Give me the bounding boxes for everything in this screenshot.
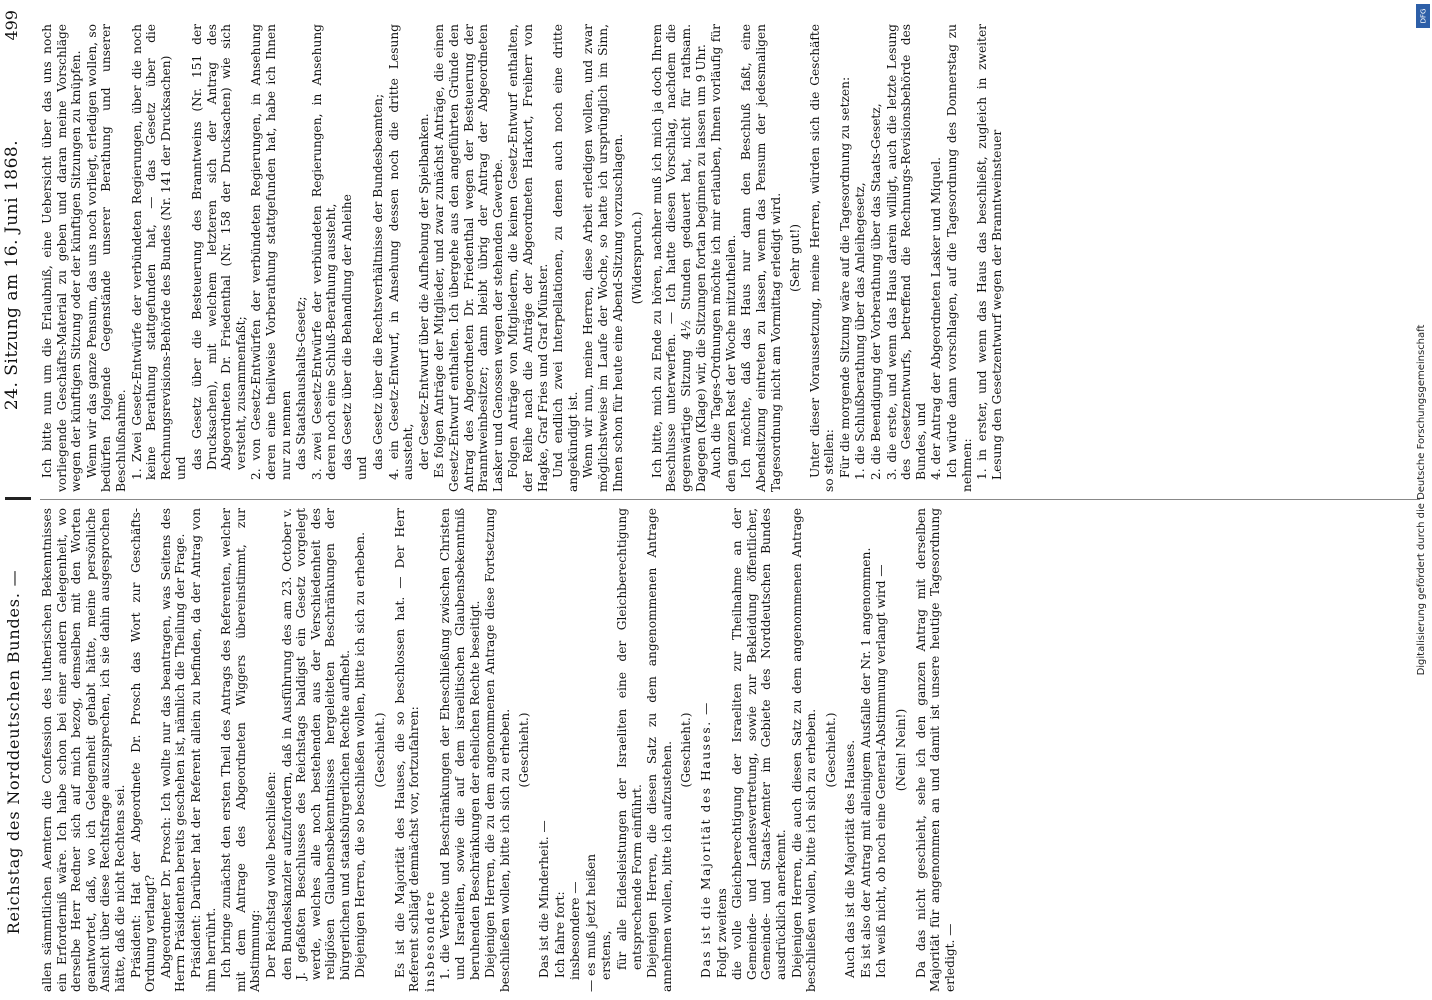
list-item: 2. von Gesetz-Entwürfen der verbündeten Regierungen, in Ansehung deren eine theilweise Vorberathung stattgefunden hat, habe ich Ihnen nur zu nennen <box>249 24 293 480</box>
paragraph: erstens, <box>599 930 614 980</box>
header-rule <box>5 497 31 500</box>
list-item: 4. der Antrag der Abgeordneten Lasker und Miquel. <box>929 156 944 480</box>
paragraph: Ich würde dann vorschlagen, auf die Tagesordnung des Donnerstag zu nehmen: <box>945 24 974 492</box>
paragraph: das Gesetz über die Behandlung der Anleihe <box>339 194 354 470</box>
paragraph: Auch das ist die Majorität des Hauses. <box>843 739 858 978</box>
paragraph: Es ist die Majorität des Hauses, die so beschlossen hat. — Der Herr Referent schlägt demnächst vor, fortzufahren: <box>392 508 422 992</box>
paragraph: allen sämmtlichen Aemtern die Confession des lutherischen Bekenntnisses ein Erforderniß wäre. Ich habe schon bei einer andern Gelegenheit, wo derselbe Herr Redner sich auf mich bezog, demselben mit den Worten geantwortet, daß, wo ich Gelegenheit gehabt hätte, meine persönliche Ansicht über diese Rechtsfrage auszusprechen, ich sie dahin ausgesprochen hätte, daß die nicht Rechtens sei. <box>40 508 127 992</box>
motion-text: die volle Gleichberechtigung der Israeliten zur Theilnahme an der Gemeinde- und Landesvertretung, sowie zur Bekleidung öffentlicher, Gemeinde- und Staats-Aemter im Gebiete des Norddeutschen Bundes ausdrücklich anerkennt. <box>730 508 788 980</box>
paragraph: Ich fahre fort: <box>552 891 567 978</box>
running-head-left: Reichstag des Norddeutschen Bundes. — <box>4 569 23 935</box>
remark: (Sehr gut!) <box>788 223 803 293</box>
paragraph: Wenn wir nun, meine Herren, diese Arbeit erledigen wollen, und zwar möglichstweise im Laufe der Woche, so hatte ich ursprünglich im Sinn, Ihnen schon für heute eine Abend-Sitzung vorzuschlagen. <box>581 24 625 492</box>
remark: (Geschieht.) <box>517 712 532 788</box>
list-item: 1. die Schlußberathung über das Anleihegesetz, <box>853 182 868 480</box>
digitization-note: Digitalisierung gefördert durch die Deutsche Forschungsgemeinschaft <box>1416 324 1427 676</box>
remark: (Widerspruch.) <box>630 211 645 305</box>
paragraph: Diejenigen Herren, die diesen Satz zu dem angenommenen Antrage annehmen wollen, bitte ich aufzustehen. <box>645 508 674 992</box>
remark: (Geschieht.) <box>823 712 838 788</box>
paragraph: Abgeordneter Dr. Prosch: Ich wollte nur das beantragen, was Seitens des Herrn Präsidenten bereits geschehen ist, nämlich die Theilung der Frage. <box>158 508 188 992</box>
paragraph: Da das nicht geschieht, sehe ich den ganzen Antrag mit derselben Majorität für angenommen an und damit ist unsere heutige Tagesordnung erledigt. — <box>913 508 957 992</box>
motion-text: für alle Eidesleistungen der Israeliten eine der Gleichberechtigung entsprechende Form einführt. <box>614 508 644 970</box>
column-divider <box>40 499 1420 500</box>
paragraph: Folgen Anträge von Mitgliedern, die keinen Gesetz-Entwurf enthalten, der Reihe nach die Anträge der Abgeordneten Harkort, Freiherr von Hagke, Graf Fries und Graf Münster. <box>506 24 550 492</box>
list-item: 2. die Beendigung der Vorberathung über das Staats-Gesetz, <box>869 103 884 480</box>
left-column <box>0 508 1432 992</box>
paragraph: das Staatshaushalts-Gesetz; <box>294 296 309 470</box>
paragraph: das Gesetz über die Rechtsverhältnisse der Bundesbeamten; <box>371 93 386 470</box>
paragraph: Ich weiß nicht, ob noch eine General-Abstimmung verlangt wird — <box>874 564 889 978</box>
paragraph: Unter dieser Voraussetzung, meine Herren, würden sich die Geschäfte so stellen: <box>807 24 837 492</box>
list-item: 3. zwei Gesetz-Entwürfe der verbündeten Regierungen, in Ansehung deren noch eine Schluß-Berathung aussteht, <box>309 24 339 480</box>
paragraph: Diejenigen Herren, die so beschließen wollen, bitte ich sich zu erheben. <box>353 531 368 978</box>
list-item: 1. Zwei Gesetz-Entwürfe der verbündeten Regierungen, über die noch keine Berathung stattgefunden hat, — das Gesetz über die Rechnungsrevisions-Behörde des Bundes (Nr. 141 der Drucksachen) <box>129 24 173 480</box>
remark: (Geschieht.) <box>679 712 694 788</box>
page-number: 499 <box>2 10 21 41</box>
dfg-logo <box>1416 4 1430 28</box>
list-item: 1. in erster, und wenn das Haus das beschließt, zugleich in zweiter Lesung den Gesetzentwurf wegen der Branntweinsteuer <box>975 24 1004 480</box>
paragraph: — es muß jetzt heißen <box>583 853 598 992</box>
paragraph: Präsident: Darüber hat der Referent allein zu befinden, da der Antrag von ihm herrührt. <box>188 508 218 992</box>
paragraph: der Gesetz-Entwurf über die Aufhebung der Spielbanken. <box>416 113 431 470</box>
dfg-logo-text: DFG <box>1419 8 1427 24</box>
paragraph: Das ist die Majorität des Hauses. — <box>698 701 713 978</box>
remark: (Nein! Nein!) <box>894 708 909 792</box>
paragraph: Diejenigen Herren, die zu dem angenommenen Antrage diese Fortsetzung beschließen wollen, bitte ich sich zu erheben. <box>483 508 512 992</box>
paragraph: das Gesetz über die Besteuerung des Branntweins (Nr. 151 der Drucksachen), mit welchem letzteren sich der Antrag des Abgeordneten Dr. Friedenthal (Nr. 158 der Drucksachen) wie sich versteht, zusammenfaßt; <box>189 24 248 470</box>
paragraph: insbesondere <box>422 890 437 992</box>
paragraph: Für die morgende Sitzung wäre auf die Tagesordnung zu setzen: <box>837 76 852 478</box>
paragraph: Folgt zweitens <box>714 888 729 978</box>
paragraph: Der Reichstag wolle beschließen: <box>263 771 278 978</box>
paragraph: Ich möchte, daß das Haus nur dann den Beschluß faßt, eine Abendsitzung eintreten zu lassen, wenn das Pensum der jedesmaligen Tagesordnung nicht am Vormittag erledigt wird. <box>739 24 783 492</box>
paragraph: Es ist also der Antrag mit alleinigem Ausfalle der Nr. 1 angenommen. <box>858 547 873 978</box>
right-column <box>0 24 1432 492</box>
paragraph: Ich bitte nun um die Erlaubniß, eine Uebersicht über das uns noch vorliegende Geschäfts-Material zu geben und daran meine Vorschläge wegen der künftigen Sitzung oder der künftigen Sitzungen zu knüpfen. <box>40 24 84 492</box>
paragraph: Wenn wir das ganze Pensum, das uns noch vorliegt, erledigen wollen, so bedürfen folgende Gegenstände unserer Berathung und unserer Beschlußnahme. <box>84 24 128 492</box>
list-item: 3. die erste, und wenn das Haus darein willigt, auch die letzte Lesung des Gesetzentwurfs, betreffend die Rechnungs-Revisionsbehörde des Bundes, und <box>884 24 928 480</box>
paragraph: Das ist die Minderheit. — <box>537 820 551 978</box>
paragraph: Diejenigen Herren, die auch diesen Satz zu dem angenommenen Antrage beschließen wollen, bitte ich sich zu erheben. <box>789 508 819 992</box>
paragraph: Ich bringe zunächst den ersten Theil des Antrags des Referenten, welcher mit dem Antrage des Abgeordneten Wiggers übereinstimmt, zur Abstimmung: <box>219 508 263 992</box>
paragraph: Es folgen Anträge der Mitglieder, und zwar zunächst Anträge, die einen Gesetz-Entwurf enthalten. Ich übergehe aus den angeführten Gründe den Antrag des Abgeordneten Dr. Friedenthal wegen der Besteuerung der Branntweinbesitzer; dann bleibt übrig der Antrag der Abgeordneten Lasker und Genossen wegen der stehenden Gewerbe. <box>432 24 505 492</box>
running-head-center: 24. Sitzung am 16. Juni 1868. <box>2 139 22 411</box>
paragraph: Und endlich zwei Interpellationen, zu denen auch noch eine dritte angekündigt ist. <box>551 24 580 492</box>
paragraph: Auch die Tages-Ordnungen möchte ich mir erlauben, Ihnen vorläufig für den ganzen Rest der Woche mitzutheilen. <box>709 24 738 492</box>
remark: (Geschieht.) <box>373 712 388 788</box>
paragraph: Präsident: Hat der Abgeordnete Dr. Prosch das Wort zur Geschäfts-Ordnung verlangt? <box>128 508 158 992</box>
paragraph: Ich bitte, mich zu Ende zu hören, nachher muß ich mich ja doch Ihrem Beschlusse unterwerfen. — Ich hatte diesen Vorschlag, nachdem die gegenwärtige Sitzung 4½ Stunden gedauert hat, nicht für rathsam. Dagegen (Klage) wir, die Sitzungen fortan beginnen zu lassen um 9 Uhr. <box>649 24 708 492</box>
paragraph: insbesondere — <box>568 881 583 980</box>
motion-text: 1. die Verbote und Beschränkungen der Eheschließung zwischen Christen und Israeliten, sowie die auf dem israelitischen Glaubensbekenntniß beruhenden Beschränkungen der ehelichen Rechte beseitigt. <box>438 508 482 980</box>
list-item: 4. ein Gesetz-Entwurf, in Ansehung dessen noch die dritte Lesung aussteht, <box>386 24 416 480</box>
motion-text: den Bundeskanzler aufzufordern, daß in Ausführung des am 23. October v. J. gefaßten Beschlusses des Reichstags baldigst ein Gesetz vorgelegt werde, welches alle noch bestehenden aus der Verschiedenheit des religiösen Glaubensbekenntnisses hergeleiteten Beschränkungen der bürgerlichen und staatsbürgerlichen Rechte aufhebt. <box>279 508 352 980</box>
paragraph: und <box>355 456 370 480</box>
paragraph: und <box>174 456 189 480</box>
